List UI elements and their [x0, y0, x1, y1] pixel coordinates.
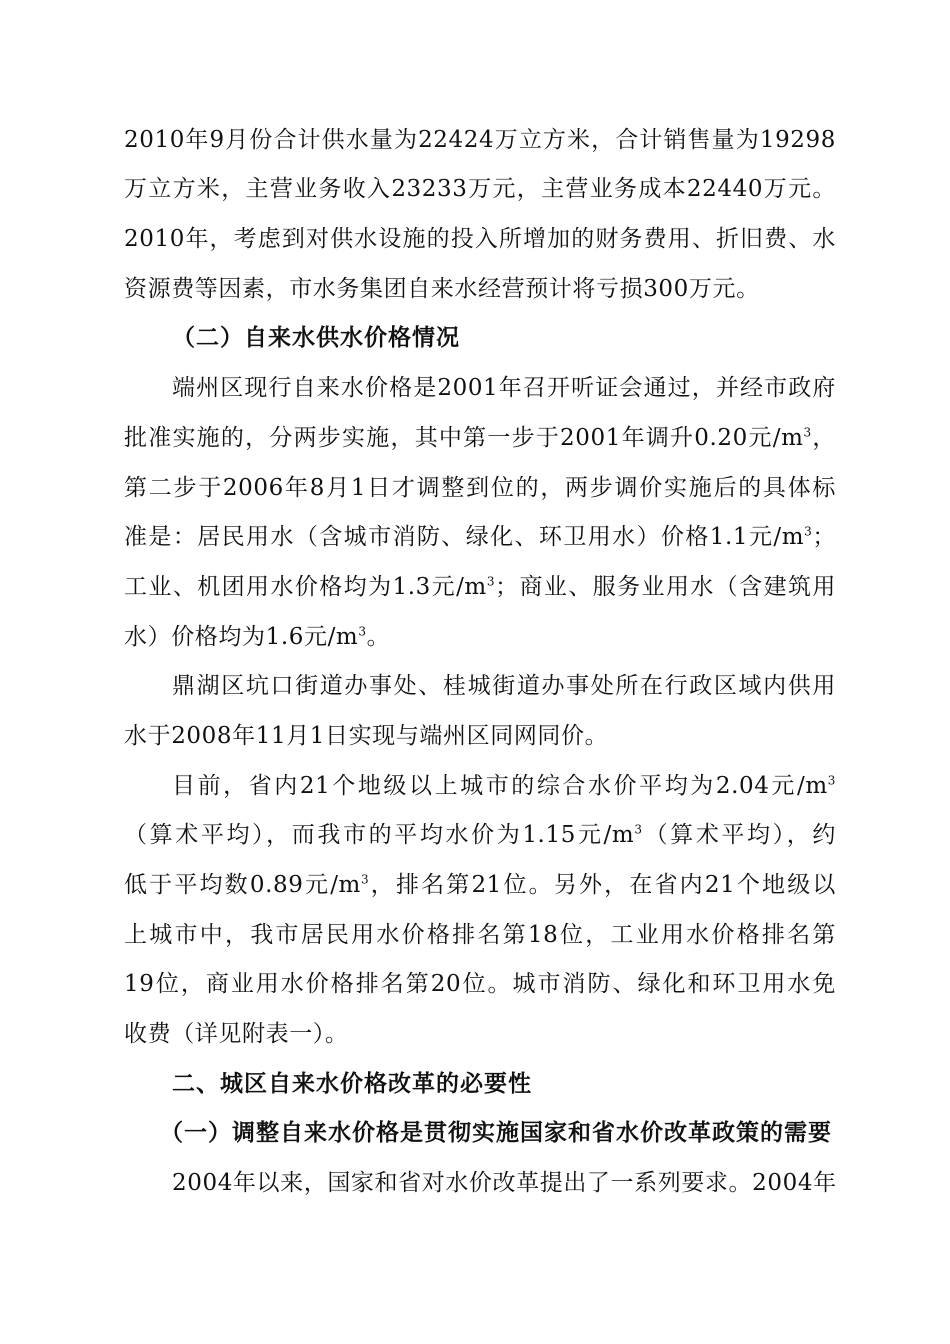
paragraph-line: 19位，商业用水价格排名第20位。城市消防、绿化和环卫用水免	[124, 971, 836, 997]
paragraph-line: 收费（详见附表一）。	[124, 1021, 349, 1047]
paragraph-line: 资源费等因素，市水务集团自来水经营预计将亏损300万元。	[124, 276, 760, 302]
paragraph-line: 目前，省内21个地级以上城市的综合水价平均为2.04元$/m^3$	[172, 773, 836, 799]
paragraph-line: 第二步于2006年8月1日才调整到位的，两步调价实施后的具体标	[124, 475, 836, 501]
paragraph-line: 水）价格均为1.6元$/m^3$。	[124, 624, 391, 650]
section-heading: 二、城区自来水价格改革的必要性	[172, 1071, 532, 1097]
section-heading: （二）自来水供水价格情况	[172, 325, 460, 351]
paragraph-line: （算术平均），而我市的平均水价为1.15元$/m^3$（算术平均），约	[124, 822, 836, 848]
paragraph-line: 上城市中，我市居民用水价格排名第18位，工业用水价格排名第	[124, 922, 836, 948]
paragraph-line: 2010年9月份合计供水量为22424万立方米，合计销售量为19298	[124, 127, 836, 153]
paragraph-line: 鼎湖区坑口街道办事处、桂城街道办事处所在行政区域内供用	[172, 673, 836, 699]
paragraph-line: 准是：居民用水（含城市消防、绿化、环卫用水）价格1.1元$/m^3$；	[124, 524, 836, 550]
paragraph-line: 批准实施的，分两步实施，其中第一步于2001年调升0.20元$/m^3$，	[124, 425, 836, 451]
paragraph-line: 万立方米，主营业务收入23233万元，主营业务成本22440万元。	[124, 176, 836, 202]
subsection-heading: （一）调整自来水价格是贯彻实施国家和省水价改革政策的需要	[160, 1120, 832, 1146]
paragraph-line: 水于2008年11月1日实现与端州区同网同价。	[124, 723, 609, 749]
paragraph-line: 2004年以来，国家和省对水价改革提出了一系列要求。2004年	[172, 1170, 837, 1196]
paragraph-line: 端州区现行自来水价格是2001年召开听证会通过，并经市政府	[172, 375, 836, 401]
paragraph-line: 低于平均数0.89元$/m^3$，排名第21位。另外，在省内21个地级以	[124, 872, 836, 898]
paragraph-line: 工业、机团用水价格均为1.3元$/m^3$；商业、服务业用水（含建筑用	[124, 574, 836, 600]
paragraph-line: 2010年，考虑到对供水设施的投入所增加的财务费用、折旧费、水	[124, 226, 836, 252]
